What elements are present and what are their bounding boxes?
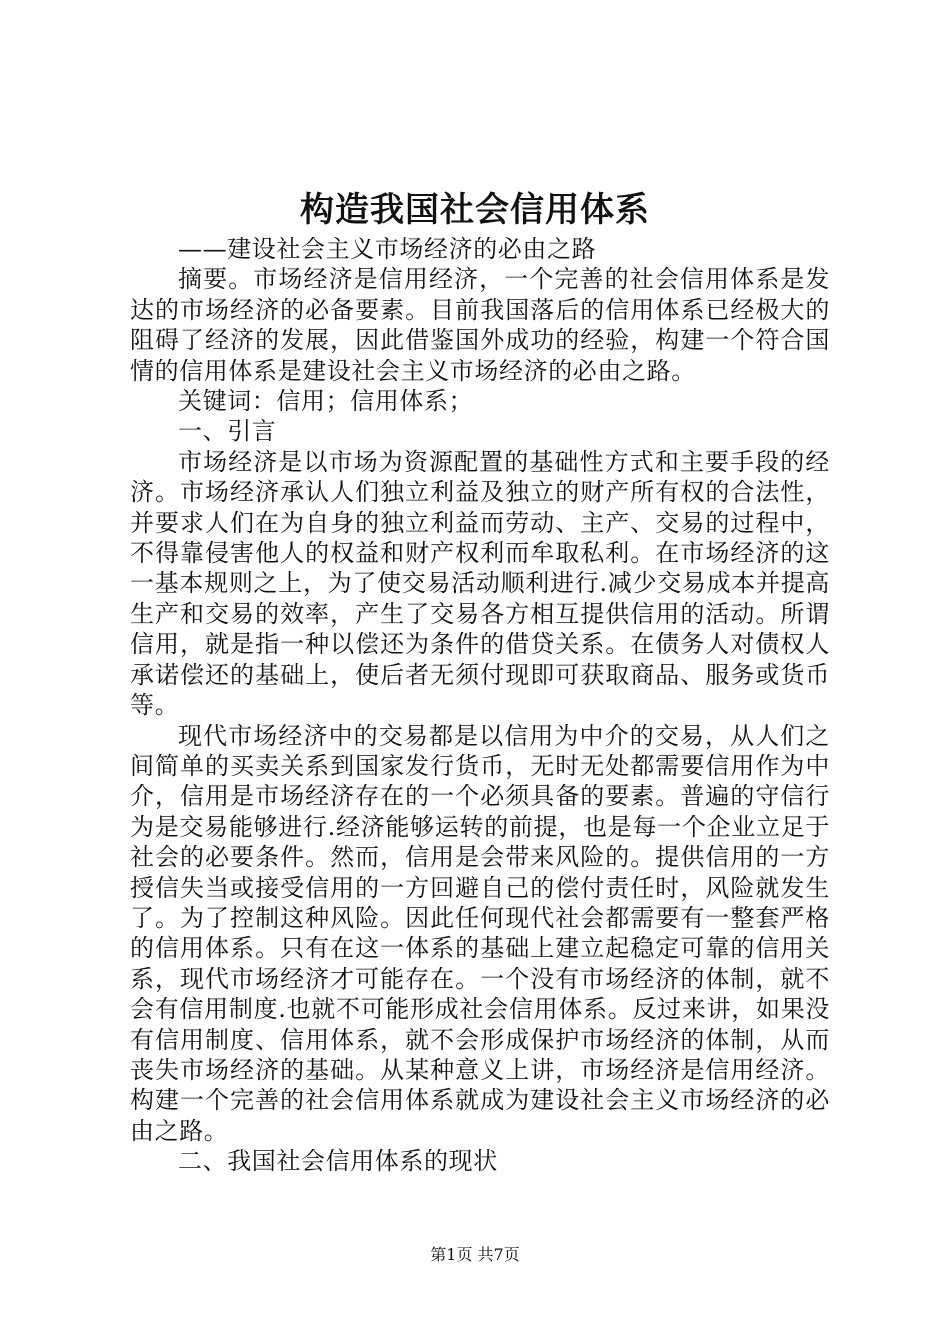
document-subtitle: ——建设社会主义市场经济的必由之路 <box>178 235 597 263</box>
section-heading-introduction: 一、引言 <box>178 417 277 446</box>
page-footer: 第1页 共7页 <box>430 1245 520 1264</box>
body-paragraph: 市场经济是以市场为资源配置的基础性方式和主要手段的经济。市场经济承认人们独立利益及独立的财产所有权的合法性，并要求人们在为自身的独立利益而劳动、主产、交易的过程中，不得靠侵害他人的权益和财产权利而牟取私利。在市场经济的这一基本规则之上，为了使交易活动顺利进行.减少交易成本并提高生产和交易的效率，产生了交易各方相互提供信用的活动。所谓信用，就是指一种以偿还为条件的借贷关系。在债务人对债权人承诺偿还的基础上，使后者无须付现即可获取商品、服务或货币等。 <box>130 447 830 720</box>
keywords-line: 关键词：信用；信用体系； <box>178 387 474 416</box>
abstract-paragraph: 摘要。市场经济是信用经济，一个完善的社会信用体系是发达的市场经济的必备要素。目前我国落后的信用体系已经极大的阻碍了经济的发展，因此借鉴国外成功的经验，构建一个符合国情的信用体系是建设社会主义市场经济的必由之路。 <box>130 265 830 385</box>
section-heading-current-status: 二、我国社会信用体系的现状 <box>178 1147 498 1176</box>
document-body <box>130 234 830 1177</box>
body-paragraph: 现代市场经济中的交易都是以信用为中介的交易，从人们之间简单的买卖关系到国家发行货币，无时无处都需要信用作为中介，信用是市场经济存在的一个必须具备的要素。普遍的守信行为是交易能够进行.经济能够运转的前提，也是每一个企业立足于社会的必要条件。然而，信用是会带来风险的。提供信用的一方授信失当或接受信用的一方回避自己的偿付责任时，风险就发生了。为了控制这种风险。因此任何现代社会都需要有一整套严格的信用体系。只有在这一体系的基础上建立起稳定可靠的信用关系，现代市场经济才可能存在。一个没有市场经济的体制，就不会有信用制度.也就不可能形成社会信用体系。反过来讲，如果没有信用制度、信用体系，就不会形成保护市场经济的体制，从而丧失市场经济的基础。从某种意义上讲，市场经济是信用经济。构建一个完善的社会信用体系就成为建设社会主义市场经济的必由之路。 <box>130 721 830 1145</box>
document-title: 构造我国社会信用体系 <box>300 190 650 230</box>
